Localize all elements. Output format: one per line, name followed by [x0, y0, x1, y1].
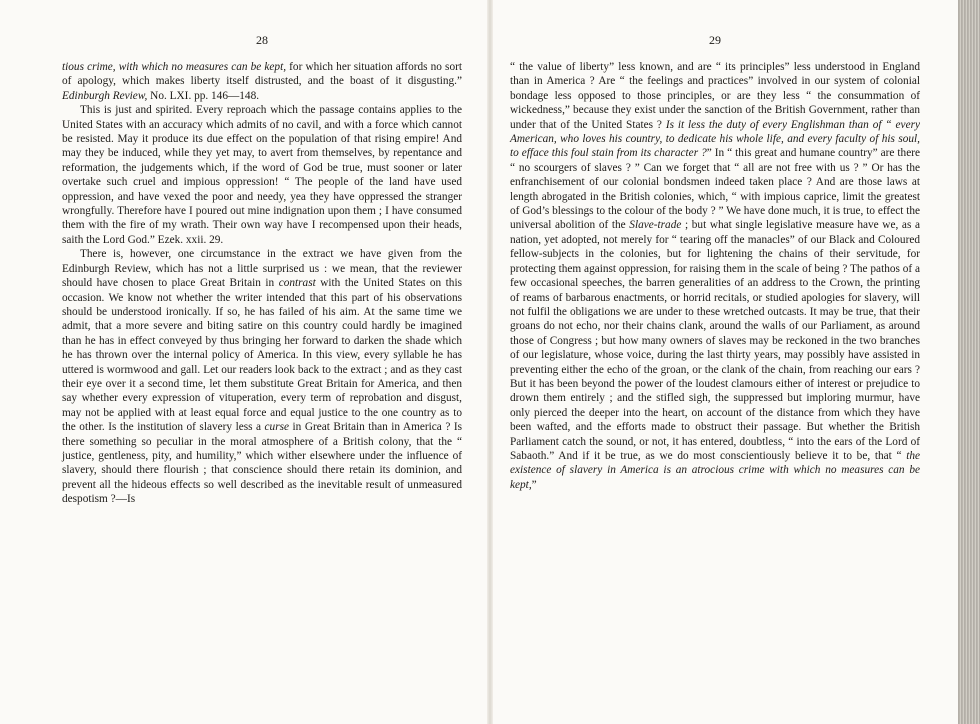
page-number: 28 [256, 33, 268, 47]
text-run: No. LXI. pp. 146—148. [147, 89, 260, 102]
text-run: with the United States on this occasion. We know not whether the writer intended that this part of his observations should be understood ironically. If so, he has failed of his aim. At the same time we admit, that a more severe and biting satire on this country could hardly be imagined than he has in effect conveyed by thus bringing her forward to darken the shade which he has thrown over the internal policy of America. In this view, every syllable he has uttered is wormwood and gall. Let our readers look back to the extract ; and as they cast their eye over it a second time, let them substitute Great Britain for America, and then say whether every expression of vituperation, every term of reprobation and disgust, may not be applied with at least equal force and equal justice to the one country as to the other. Is the institution of slavery less a [62, 277, 462, 434]
text-run: There is, however, one circumstance in the extract we have given from the Edinburgh Review, which has not a little surprised us : we mean, that the reviewer should have chosen to place Great Britain in [62, 248, 462, 290]
italic-run: Slave-trade [629, 219, 682, 232]
page-number: 29 [709, 33, 721, 47]
text-run: for which her situation affords no sort of apology, which makes liberty itself distrusted, and the boast of it disgusting.” [62, 61, 462, 88]
paragraph [62, 103, 462, 247]
text-run: in Great Britain than in America ? Is there something so peculiar in the moral atmosphere of a British colony, that the “ justice, gentleness, pity, and humility,” which wither elsewhere under the influence of slavery, should there flourish ; that conscience should there retain its dominion, and prevent all the hideous effects so well described as the inevitable result of unmeasured despotism ?—Is [62, 421, 462, 506]
page-edges [958, 0, 980, 724]
right-page [510, 34, 920, 492]
text-run: This is just and spirited. Every reproach which the passage contains applies to the United States with an accuracy which admits of no cavil, and with a force which cannot be resisted. May it produce its due effect on the population of that rising empire! And may they be induced, while they yet may, to avert from themselves, by repentance and reformation, the judgements which, if the word of God be true, must sooner or later overtake such cruel and impious oppression! “ The people of the land have used oppression, and have vexed the poor and needy, yea they have oppressed the stranger wrongfully. Therefore have I poured out mine indignation upon them ; I have consumed them with the fire of my wrath. Their own way have I recompensed upon their heads, saith the Lord God.” Ezek. xxii. 29. [62, 104, 462, 246]
italic-run: Is it less the duty of every Englishman than of “ every American, who loves his country, to dedicate his whole life, and every faculty of his soul, to efface this foul stain from its character ? [510, 118, 920, 160]
italic-run: the existence of slavery in America is an atrocious crime with which no measures can be kept, [510, 449, 920, 491]
text-run: ” In “ this great and humane country” are there “ no scourgers of slaves ? ” Can we forget that “ all are not free with us ? ” Or has the enfranchisement of our colonial bondsmen indeed taken place ? And are those laws at length abrogated in the British colonies, which, “ with impious caprice, limit the greatest of God’s blessings to the colour of the body ? ” We have done much, it is true, to effect the universal abolition of the [510, 147, 920, 232]
italic-run: curse [264, 421, 290, 434]
text-run: ” [531, 478, 537, 491]
text-run: “ the value of liberty” less known, and are “ its principles” less understood in England than in America ? Are “ the feelings and practices” involved in our system of colonial bondage less opposed to those principles, or are they less “ the consummation of wickedness,” because they exist under the sanction of the British Government, rather than under that of the United States ? [510, 61, 920, 131]
italic-run: tious crime, with which no measures can be kept, [62, 61, 287, 73]
page-body [510, 60, 920, 492]
paragraph [510, 60, 920, 492]
italic-run: contrast [278, 277, 316, 290]
page-body [62, 60, 462, 507]
left-page [62, 34, 462, 507]
paragraph [62, 60, 462, 103]
paragraph [62, 247, 462, 506]
italic-run: Edinburgh Review, [62, 89, 148, 102]
text-run: ; but what single legislative measure have we, as a nation, yet adopted, not merely for “ tearing off the manacles” of our Black and Coloured fellow-subjects in the colonies, but for lightening the chains of their servitude, for protecting them against oppression, for raising them in the scale of being ? The pathos of a few occasional speeches, the barren generalities of an address to the Crown, the printing of reams of barbarous enactments, or horrid recitals, or studied apologies for slavery, will not fulfil the obligations we are under to these wretched outcasts. It may be true, that their groans do not echo, nor their chains clank, around the walls of our Parliament, as around those of Congress ; but how many owners of slaves may be reckoned in the two branches of our legislature, whose voice, during the last thirty years, may possibly have assisted in preventing either the echo of the groan, or the clank of the chain, from reaching our ears ? But it has been beyond the power of the loudest clamours either of interest or prejudice to drown them entirely ; and the stifled sigh, the suppressed but imploring murmur, have only pierced the deeper into the heart, on account of the distance from which they have been wafted, and the efforts made to obstruct their passage. But whether the British Parliament catch the sound, or not, it has entered, doubtless, “ into the ears of the Lord of Sabaoth.” And if it be true, as we do most conscientiously believe it to be, that “ [510, 219, 920, 462]
book-gutter [487, 0, 493, 724]
